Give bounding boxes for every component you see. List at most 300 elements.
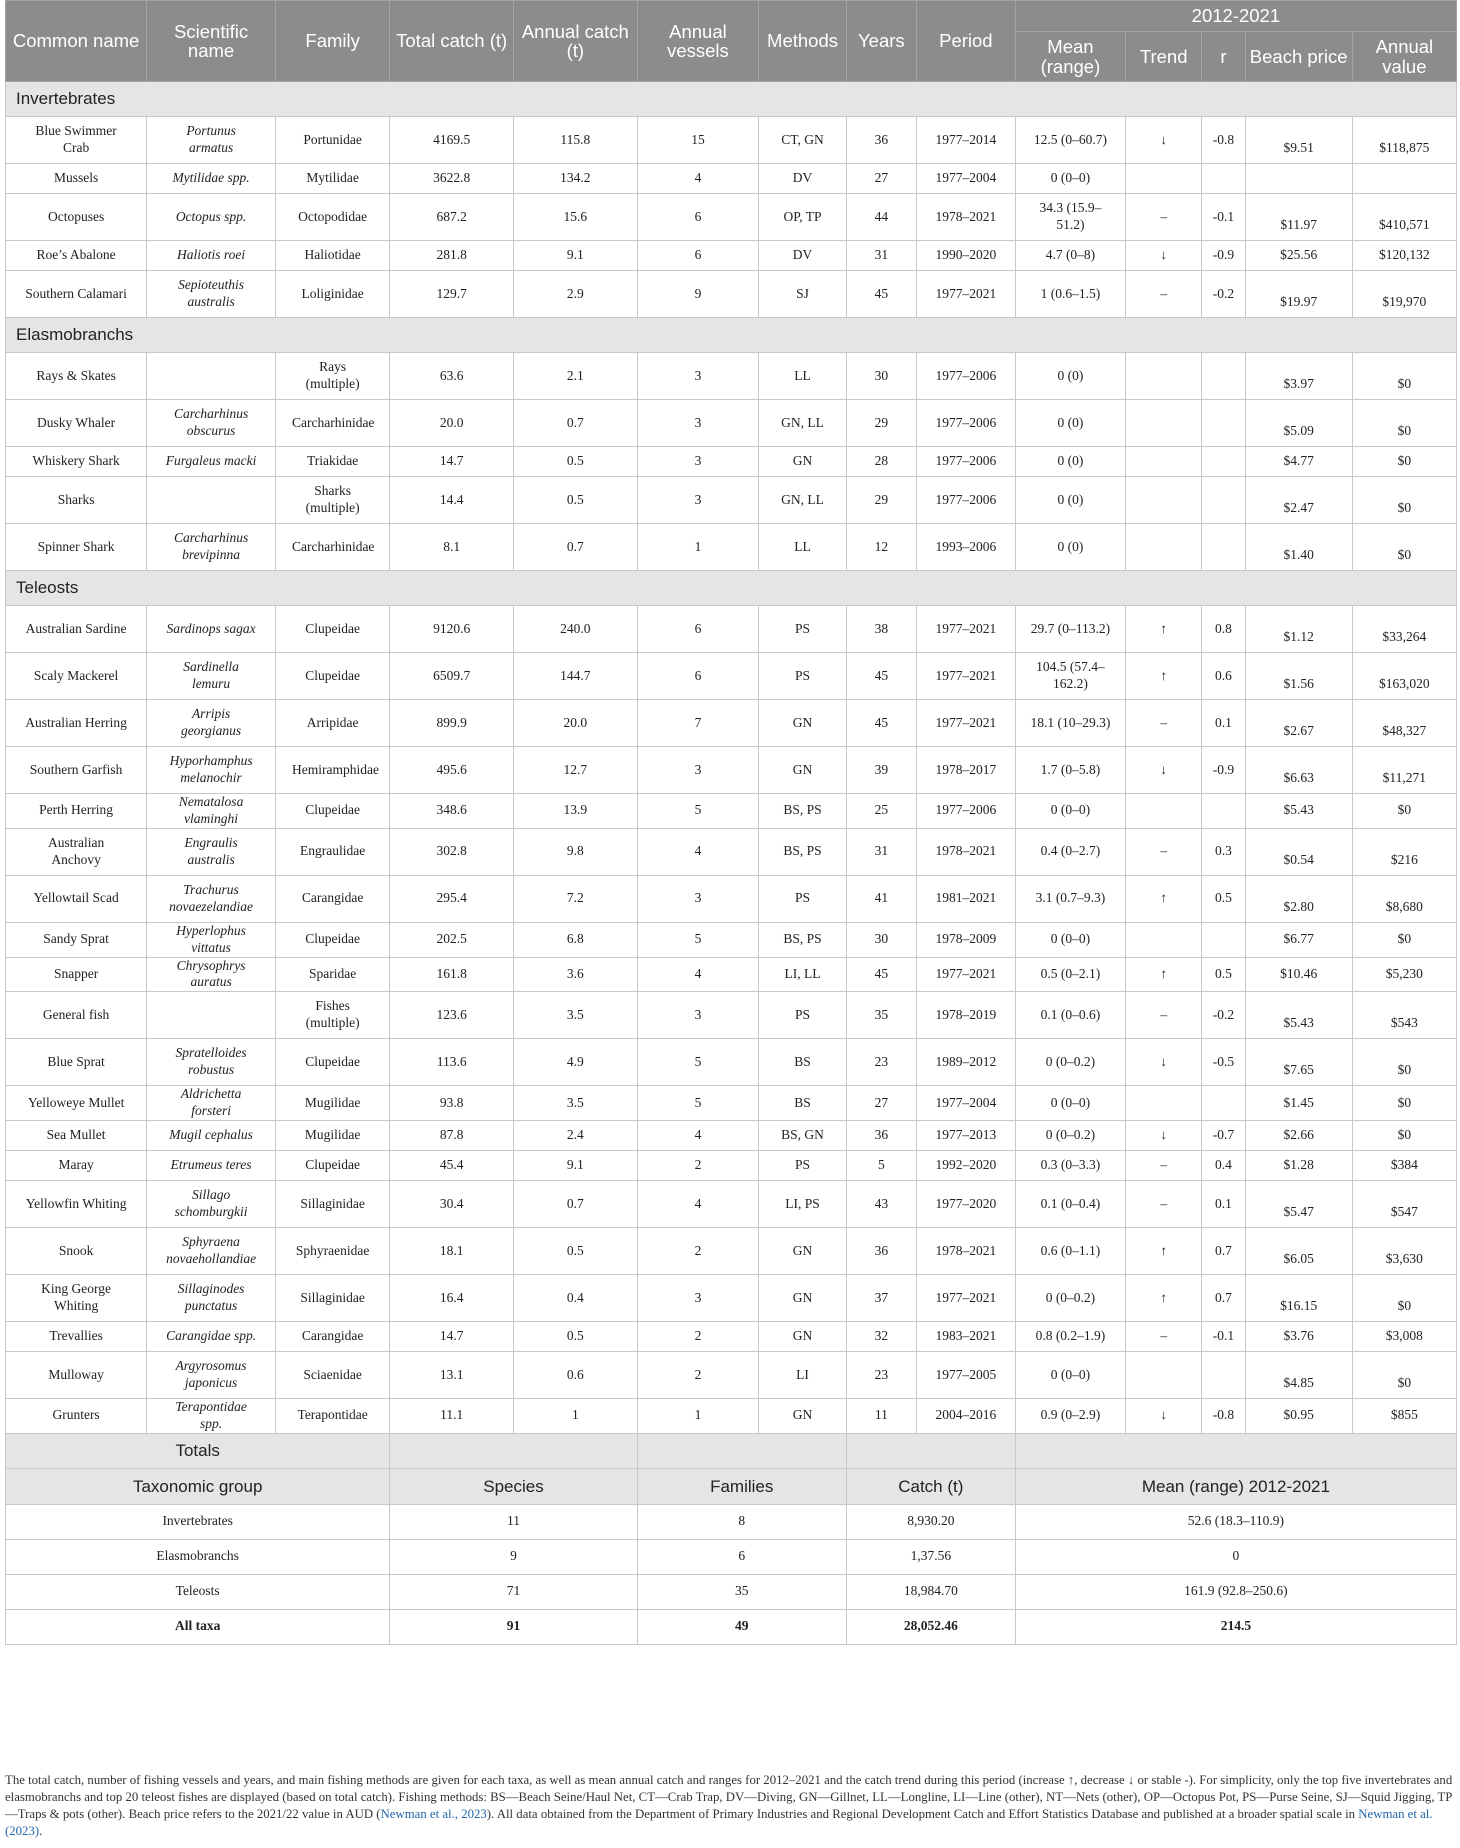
table-row [6, 875, 1457, 922]
annual-vessels-cell: 4 [637, 1121, 759, 1151]
annual-catch-cell: 144.7 [514, 653, 638, 700]
trend-cell: ↑ [1126, 653, 1202, 700]
common-name-cell: Scaly Mackerel [6, 653, 147, 700]
total-catch-cell: 202.5 [390, 922, 514, 957]
mean-range-cell: 0 (0) [1015, 400, 1125, 447]
annual-value-cell: $0 [1352, 1086, 1456, 1121]
r-cell [1202, 922, 1245, 957]
family-cell: Carangidae [275, 875, 389, 922]
annual-catch-cell: 3.5 [514, 1086, 638, 1121]
common-name-cell: Yelloweye Mullet [6, 1086, 147, 1121]
trend-cell: ↓ [1126, 747, 1202, 794]
beach-price-cell: $4.77 [1245, 447, 1352, 477]
annual-catch-cell: 0.7 [514, 524, 638, 571]
mean-range-cell: 0 (0–0.2) [1015, 1121, 1125, 1151]
r-cell [1202, 477, 1245, 524]
fisheries-table [5, 0, 1457, 1645]
r-cell: -0.5 [1202, 1039, 1245, 1086]
table-row [6, 117, 1457, 164]
period-cell: 1977–2021 [916, 606, 1015, 653]
family-cell: Clupeidae [275, 653, 389, 700]
trend-cell: – [1126, 1151, 1202, 1181]
common-name-cell: Southern Garfish [6, 747, 147, 794]
beach-price-cell: $0.54 [1245, 828, 1352, 875]
methods-cell: DV [759, 241, 847, 271]
years-cell: 27 [846, 1086, 916, 1121]
beach-price-cell: $19.97 [1245, 271, 1352, 318]
family-cell: Sparidae [275, 957, 389, 992]
years-cell: 32 [846, 1322, 916, 1352]
annual-vessels-cell: 3 [637, 992, 759, 1039]
family-cell: Portunidae [275, 117, 389, 164]
annual-catch-cell: 134.2 [514, 164, 638, 194]
family-cell: Rays (multiple) [275, 353, 389, 400]
family-cell: Clupeidae [275, 606, 389, 653]
table-body [6, 82, 1457, 1434]
annual-vessels-cell: 3 [637, 1275, 759, 1322]
annual-vessels-cell: 2 [637, 1322, 759, 1352]
annual-catch-cell: 1 [514, 1399, 638, 1434]
scientific-name-cell: Carcharhinus obscurus [147, 400, 276, 447]
annual-value-cell [1352, 164, 1456, 194]
annual-catch-cell: 2.9 [514, 271, 638, 318]
beach-price-cell: $1.45 [1245, 1086, 1352, 1121]
years-cell: 30 [846, 922, 916, 957]
totals-header-catch: Catch (t) [846, 1468, 1015, 1504]
annual-vessels-cell: 5 [637, 922, 759, 957]
totals-rows [6, 1504, 1457, 1644]
common-name-cell: Australian Herring [6, 700, 147, 747]
methods-cell: DV [759, 164, 847, 194]
family-cell: Octopodidae [275, 194, 389, 241]
r-cell: -0.8 [1202, 117, 1245, 164]
beach-price-cell: $3.97 [1245, 353, 1352, 400]
mean-range-cell: 0.1 (0–0.6) [1015, 992, 1125, 1039]
section-header-row [6, 318, 1457, 353]
totals-header-families: Families [637, 1468, 846, 1504]
methods-cell: PS [759, 653, 847, 700]
period-cell: 1977–2006 [916, 353, 1015, 400]
years-cell: 23 [846, 1039, 916, 1086]
totals-title-blank [1015, 1433, 1456, 1468]
total-catch-cell: 8.1 [390, 524, 514, 571]
beach-price-cell: $5.09 [1245, 400, 1352, 447]
annual-catch-cell: 0.5 [514, 477, 638, 524]
annual-catch-cell: 2.4 [514, 1121, 638, 1151]
beach-price-cell: $2.66 [1245, 1121, 1352, 1151]
scientific-name-cell: Sphyraena novaehollandiae [147, 1228, 276, 1275]
trend-cell: – [1126, 1181, 1202, 1228]
annual-catch-cell: 12.7 [514, 747, 638, 794]
annual-vessels-cell: 4 [637, 164, 759, 194]
totals-row [6, 1574, 1457, 1609]
period-cell: 1977–2021 [916, 957, 1015, 992]
years-cell: 36 [846, 1228, 916, 1275]
scientific-name-cell: Arripis georgianus [147, 700, 276, 747]
beach-price-cell: $25.56 [1245, 241, 1352, 271]
common-name-cell: Trevallies [6, 1322, 147, 1352]
table-row [6, 477, 1457, 524]
mean-range-cell: 0.8 (0.2–1.9) [1015, 1322, 1125, 1352]
total-catch-cell: 348.6 [390, 794, 514, 829]
period-cell: 1977–2013 [916, 1121, 1015, 1151]
r-cell [1202, 1352, 1245, 1399]
period-cell: 1981–2021 [916, 875, 1015, 922]
period-cell: 1977–2021 [916, 271, 1015, 318]
beach-price-cell: $0.95 [1245, 1399, 1352, 1434]
trend-cell [1126, 1352, 1202, 1399]
common-name-cell: Maray [6, 1151, 147, 1181]
annual-catch-cell: 0.4 [514, 1275, 638, 1322]
table-row [6, 1275, 1457, 1322]
common-name-cell: Grunters [6, 1399, 147, 1434]
annual-vessels-cell: 3 [637, 477, 759, 524]
annual-catch-cell: 15.6 [514, 194, 638, 241]
annual-catch-cell: 3.6 [514, 957, 638, 992]
beach-price-cell: $16.15 [1245, 1275, 1352, 1322]
total-catch-cell: 16.4 [390, 1275, 514, 1322]
beach-price-cell: $6.77 [1245, 922, 1352, 957]
years-cell: 45 [846, 700, 916, 747]
totals-catch-cell: 28,052.46 [846, 1609, 1015, 1644]
annual-catch-cell: 240.0 [514, 606, 638, 653]
mean-range-cell: 104.5 (57.4–162.2) [1015, 653, 1125, 700]
table-row [6, 353, 1457, 400]
mean-range-cell: 0 (0) [1015, 477, 1125, 524]
totals-header-species: Species [390, 1468, 637, 1504]
methods-cell: BS, GN [759, 1121, 847, 1151]
scientific-name-cell: Hyporhamphus melanochir [147, 747, 276, 794]
family-cell: Clupeidae [275, 794, 389, 829]
annual-value-cell: $33,264 [1352, 606, 1456, 653]
family-cell: Carcharhinidae [275, 400, 389, 447]
scientific-name-cell: Octopus spp. [147, 194, 276, 241]
methods-cell: BS, PS [759, 828, 847, 875]
total-catch-cell: 20.0 [390, 400, 514, 447]
totals-title-blank [390, 1433, 637, 1468]
methods-cell: LL [759, 524, 847, 571]
trend-cell [1126, 447, 1202, 477]
trend-cell: ↑ [1126, 957, 1202, 992]
annual-vessels-cell: 3 [637, 400, 759, 447]
totals-families-cell: 8 [637, 1504, 846, 1539]
trend-cell: ↓ [1126, 1039, 1202, 1086]
totals-row [6, 1504, 1457, 1539]
common-name-cell: Mussels [6, 164, 147, 194]
annual-catch-cell: 9.1 [514, 241, 638, 271]
years-cell: 36 [846, 117, 916, 164]
period-cell: 1977–2004 [916, 164, 1015, 194]
annual-value-cell: $216 [1352, 828, 1456, 875]
annual-catch-cell: 3.5 [514, 992, 638, 1039]
scientific-name-cell: Sardinops sagax [147, 606, 276, 653]
trend-cell: ↑ [1126, 606, 1202, 653]
family-cell: Carcharhinidae [275, 524, 389, 571]
total-catch-cell: 4169.5 [390, 117, 514, 164]
table-row [6, 606, 1457, 653]
trend-cell [1126, 400, 1202, 447]
scientific-name-cell [147, 353, 276, 400]
mean-range-cell: 0 (0–0) [1015, 922, 1125, 957]
period-cell: 2004–2016 [916, 1399, 1015, 1434]
methods-cell: GN [759, 700, 847, 747]
total-catch-cell: 899.9 [390, 700, 514, 747]
methods-cell: SJ [759, 271, 847, 318]
annual-catch-cell: 6.8 [514, 922, 638, 957]
r-cell: -0.1 [1202, 194, 1245, 241]
scientific-name-cell: Nematalosa vlaminghi [147, 794, 276, 829]
period-cell: 1977–2006 [916, 400, 1015, 447]
scientific-name-cell: Sardinella lemuru [147, 653, 276, 700]
annual-value-cell: $3,008 [1352, 1322, 1456, 1352]
total-catch-cell: 295.4 [390, 875, 514, 922]
mean-range-cell: 0 (0–0) [1015, 1086, 1125, 1121]
header-annual-catch: Annual catch (t) [514, 1, 638, 82]
r-cell: 0.4 [1202, 1151, 1245, 1181]
annual-value-cell: $0 [1352, 353, 1456, 400]
header-family: Family [275, 1, 389, 82]
years-cell: 25 [846, 794, 916, 829]
r-cell [1202, 164, 1245, 194]
annual-vessels-cell: 1 [637, 1399, 759, 1434]
totals-title-row [6, 1433, 1457, 1468]
family-cell: Sphyraenidae [275, 1228, 389, 1275]
total-catch-cell: 3622.8 [390, 164, 514, 194]
table-row [6, 1399, 1457, 1434]
r-cell: 0.1 [1202, 1181, 1245, 1228]
annual-vessels-cell: 2 [637, 1151, 759, 1181]
years-cell: 29 [846, 477, 916, 524]
beach-price-cell: $9.51 [1245, 117, 1352, 164]
period-cell: 1978–2021 [916, 194, 1015, 241]
annual-vessels-cell: 6 [637, 606, 759, 653]
methods-cell: GN, LL [759, 400, 847, 447]
totals-header-row [6, 1468, 1457, 1504]
totals-header-mean: Mean (range) 2012-2021 [1015, 1468, 1456, 1504]
table-row [6, 1352, 1457, 1399]
trend-cell: – [1126, 1322, 1202, 1352]
years-cell: 45 [846, 653, 916, 700]
trend-cell: ↓ [1126, 1121, 1202, 1151]
family-cell: Carangidae [275, 1322, 389, 1352]
trend-cell: ↑ [1126, 875, 1202, 922]
r-cell [1202, 794, 1245, 829]
annual-vessels-cell: 4 [637, 957, 759, 992]
methods-cell: LI, LL [759, 957, 847, 992]
methods-cell: GN [759, 447, 847, 477]
header-trend: Trend [1126, 32, 1202, 82]
years-cell: 35 [846, 992, 916, 1039]
common-name-cell: Sea Mullet [6, 1121, 147, 1151]
table-row [6, 1181, 1457, 1228]
annual-catch-cell: 0.7 [514, 1181, 638, 1228]
years-cell: 41 [846, 875, 916, 922]
beach-price-cell: $6.63 [1245, 747, 1352, 794]
period-cell: 1978–2017 [916, 747, 1015, 794]
total-catch-cell: 63.6 [390, 353, 514, 400]
trend-cell [1126, 794, 1202, 829]
annual-vessels-cell: 2 [637, 1228, 759, 1275]
common-name-cell: Dusky Whaler [6, 400, 147, 447]
total-catch-cell: 87.8 [390, 1121, 514, 1151]
r-cell [1202, 1086, 1245, 1121]
common-name-cell: Australian Sardine [6, 606, 147, 653]
header-annual-value: Annual value [1352, 32, 1456, 82]
annual-vessels-cell: 7 [637, 700, 759, 747]
scientific-name-cell: Trachurus novaezelandiae [147, 875, 276, 922]
period-cell: 1978–2009 [916, 922, 1015, 957]
table-container [5, 0, 1457, 1645]
r-cell: -0.7 [1202, 1121, 1245, 1151]
common-name-cell: Yellowfin Whiting [6, 1181, 147, 1228]
period-cell: 1977–2006 [916, 477, 1015, 524]
mean-range-cell: 0 (0) [1015, 524, 1125, 571]
common-name-cell: Australian Anchovy [6, 828, 147, 875]
annual-value-cell: $118,875 [1352, 117, 1456, 164]
years-cell: 39 [846, 747, 916, 794]
annual-value-cell: $0 [1352, 477, 1456, 524]
table-row [6, 271, 1457, 318]
period-cell: 1989–2012 [916, 1039, 1015, 1086]
header-years: Years [846, 1, 916, 82]
methods-cell: PS [759, 875, 847, 922]
period-cell: 1990–2020 [916, 241, 1015, 271]
table-row [6, 1322, 1457, 1352]
table-row [6, 653, 1457, 700]
years-cell: 23 [846, 1352, 916, 1399]
totals-mean-cell: 214.5 [1015, 1609, 1456, 1644]
table-row [6, 194, 1457, 241]
trend-cell: – [1126, 992, 1202, 1039]
mean-range-cell: 0.9 (0–2.9) [1015, 1399, 1125, 1434]
period-cell: 1977–2004 [916, 1086, 1015, 1121]
beach-price-cell [1245, 164, 1352, 194]
years-cell: 45 [846, 957, 916, 992]
scientific-name-cell [147, 992, 276, 1039]
annual-vessels-cell: 5 [637, 1039, 759, 1086]
annual-vessels-cell: 6 [637, 194, 759, 241]
family-cell: Fishes (multiple) [275, 992, 389, 1039]
years-cell: 29 [846, 400, 916, 447]
mean-range-cell: 0.3 (0–3.3) [1015, 1151, 1125, 1181]
r-cell [1202, 400, 1245, 447]
annual-value-cell: $855 [1352, 1399, 1456, 1434]
period-cell: 1977–2020 [916, 1181, 1015, 1228]
annual-catch-cell: 0.5 [514, 447, 638, 477]
r-cell: 0.5 [1202, 875, 1245, 922]
annual-vessels-cell: 6 [637, 241, 759, 271]
common-name-cell: Roe’s Abalone [6, 241, 147, 271]
common-name-cell: Sandy Sprat [6, 922, 147, 957]
scientific-name-cell: Spratelloides robustus [147, 1039, 276, 1086]
annual-catch-cell: 9.1 [514, 1151, 638, 1181]
totals-catch-cell: 8,930.20 [846, 1504, 1015, 1539]
scientific-name-cell: Aldrichetta forsteri [147, 1086, 276, 1121]
section-title: Invertebrates [6, 82, 1457, 117]
methods-cell: OP, TP [759, 194, 847, 241]
family-cell: Terapontidae [275, 1399, 389, 1434]
table-row [6, 1228, 1457, 1275]
mean-range-cell: 29.7 (0–113.2) [1015, 606, 1125, 653]
annual-value-cell: $19,970 [1352, 271, 1456, 318]
scientific-name-cell: Sillaginodes punctatus [147, 1275, 276, 1322]
common-name-cell: Rays & Skates [6, 353, 147, 400]
annual-value-cell: $0 [1352, 1275, 1456, 1322]
total-catch-cell: 45.4 [390, 1151, 514, 1181]
family-cell: Hemiramphidae [275, 747, 389, 794]
citation-link[interactable]: Newman et al., 2023 [380, 1807, 487, 1821]
totals-title: Totals [6, 1433, 390, 1468]
years-cell: 44 [846, 194, 916, 241]
years-cell: 11 [846, 1399, 916, 1434]
annual-catch-cell: 0.5 [514, 1228, 638, 1275]
methods-cell: GN [759, 1322, 847, 1352]
header-common-name: Common name [6, 1, 147, 82]
trend-cell: ↓ [1126, 117, 1202, 164]
totals-mean-cell: 0 [1015, 1539, 1456, 1574]
footnote-text: The total catch, number of fishing vessels and years, and main fishing methods are given for each taxa, as well as mean annual catch and ranges for 2012–2021 and the catch trend during this period (increase ↑, decrease ↓ or stable -). For simplicity, only the top five invertebrates and elasmobranchs and top 20 teleost fishes are displayed (based on total catch). Fishing methods: BS—Beach Seine/Haul Net, CT—Crab Trap, DV—Diving, GN—Gillnet, LL—Longline, LI—Line (other), NT—Nets (other), OP—Octopus Pot, PS—Purse Seine, SJ—Squid Jigging, TP—Traps & pots (other). Beach price refers to the 2021/22 value in AUD ( [5, 1773, 1453, 1821]
total-catch-cell: 93.8 [390, 1086, 514, 1121]
totals-body [6, 1433, 1457, 1504]
header-2012-2021: 2012-2021 [1015, 1, 1456, 32]
period-cell: 1977–2021 [916, 1275, 1015, 1322]
totals-families-cell: 49 [637, 1609, 846, 1644]
mean-range-cell: 0 (0–0) [1015, 794, 1125, 829]
annual-vessels-cell: 1 [637, 524, 759, 571]
annual-catch-cell: 20.0 [514, 700, 638, 747]
mean-range-cell: 0 (0) [1015, 353, 1125, 400]
family-cell: Sillaginidae [275, 1275, 389, 1322]
total-catch-cell: 123.6 [390, 992, 514, 1039]
table-row [6, 747, 1457, 794]
trend-cell: ↑ [1126, 1275, 1202, 1322]
years-cell: 28 [846, 447, 916, 477]
trend-cell [1126, 922, 1202, 957]
section-header-row [6, 82, 1457, 117]
years-cell: 31 [846, 241, 916, 271]
methods-cell: PS [759, 606, 847, 653]
total-catch-cell: 113.6 [390, 1039, 514, 1086]
mean-range-cell: 0 (0) [1015, 447, 1125, 477]
mean-range-cell: 4.7 (0–8) [1015, 241, 1125, 271]
citation-link[interactable]: Newman et al. (2023) [5, 1807, 1433, 1838]
table-row [6, 400, 1457, 447]
common-name-cell: Octopuses [6, 194, 147, 241]
beach-price-cell: $5.43 [1245, 992, 1352, 1039]
mean-range-cell: 18.1 (10–29.3) [1015, 700, 1125, 747]
table-row [6, 1151, 1457, 1181]
annual-catch-cell: 0.5 [514, 1322, 638, 1352]
family-cell: Haliotidae [275, 241, 389, 271]
common-name-cell: General fish [6, 992, 147, 1039]
trend-cell: ↓ [1126, 1399, 1202, 1434]
annual-value-cell: $0 [1352, 524, 1456, 571]
methods-cell: PS [759, 992, 847, 1039]
period-cell: 1992–2020 [916, 1151, 1015, 1181]
years-cell: 30 [846, 353, 916, 400]
beach-price-cell: $2.80 [1245, 875, 1352, 922]
table-row [6, 794, 1457, 829]
beach-price-cell: $10.46 [1245, 957, 1352, 992]
annual-vessels-cell: 6 [637, 653, 759, 700]
footnote-text-3: . [39, 1824, 43, 1838]
table-row [6, 241, 1457, 271]
methods-cell: LI [759, 1352, 847, 1399]
years-cell: 31 [846, 828, 916, 875]
mean-range-cell: 34.3 (15.9–51.2) [1015, 194, 1125, 241]
family-cell: Sharks (multiple) [275, 477, 389, 524]
scientific-name-cell: Terapontidae spp. [147, 1399, 276, 1434]
